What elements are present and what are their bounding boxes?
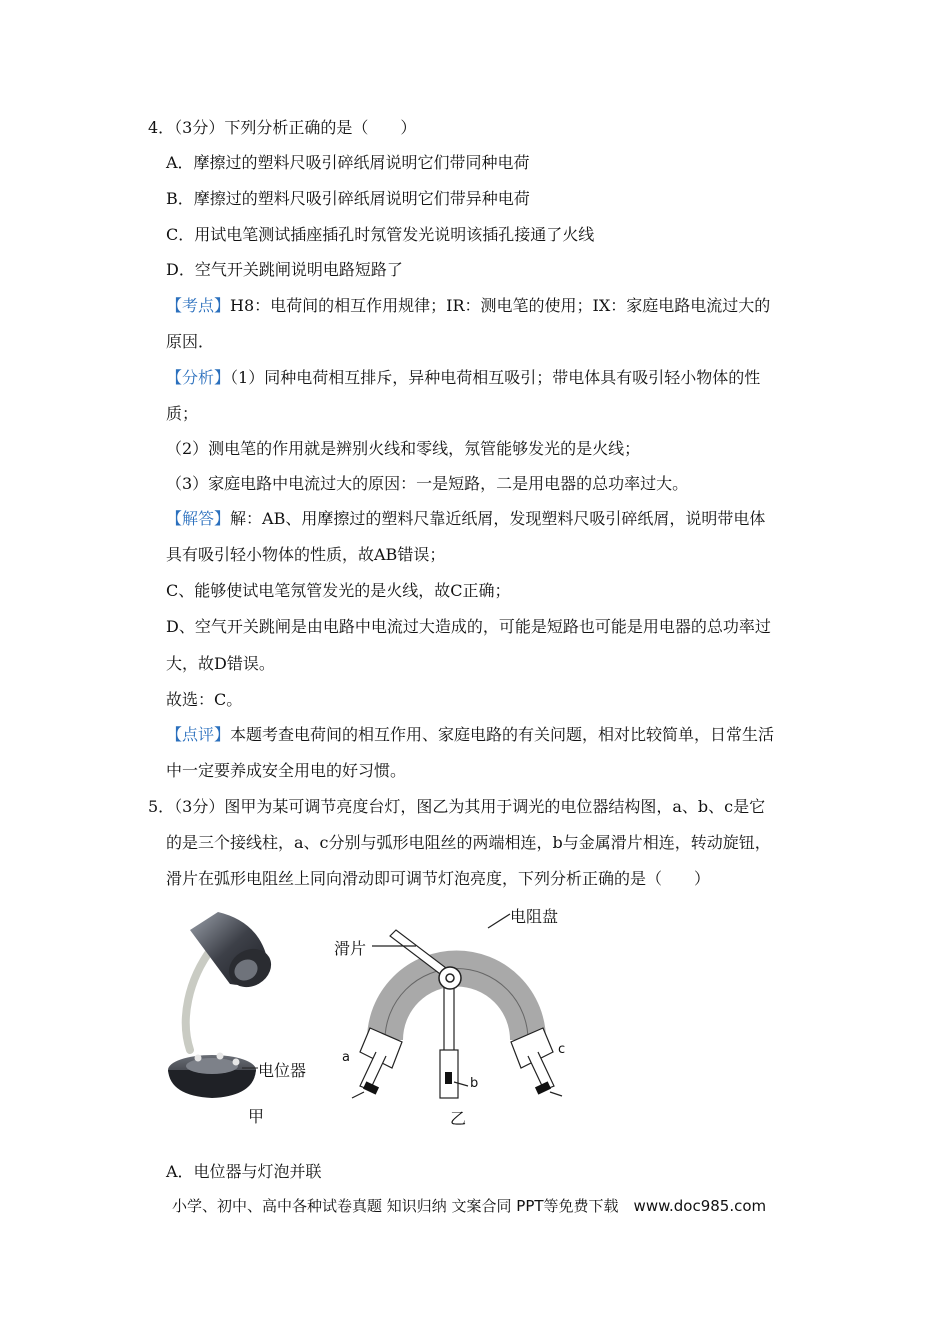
kaodian-tag: 【考点】 (166, 296, 231, 315)
slider-label: 滑片 (334, 939, 367, 958)
fenxi-3: （3）家庭电路中电流过大的原因：一是短路，二是用电器的总功率过大。 (166, 474, 689, 493)
jieda-tag: 【解答】 (166, 509, 231, 528)
fenxi-cont: 质； (166, 404, 199, 423)
fenxi-tag: 【分析】 (166, 368, 231, 387)
kaodian-cont: 原因． (166, 332, 215, 351)
kaodian-line (166, 296, 770, 316)
figure-jia-caption: 甲 (248, 1107, 265, 1126)
jieda-c: C、能够使试电笔氖管发光的是火线，故C正确； (166, 581, 511, 600)
jieda-text: 解：AB、用摩擦过的塑料尺靠近纸屑，发现塑料尺吸引碎纸屑，说明带电体 (230, 509, 766, 528)
q4-stem: 4．（3分）下列分析正确的是（ ） (148, 118, 417, 137)
dianping-line (166, 725, 774, 745)
q5-stem-3: 滑片在弧形电阻丝上同向滑动即可调节灯泡亮度，下列分析正确的是（ ） (166, 869, 711, 888)
jieda-line (166, 509, 765, 529)
jieda-d-cont: 大，故D错误。 (166, 654, 275, 673)
q4-option-c: C．用试电笔测试插座插孔时氖管发光说明该插孔接通了火线 (166, 225, 595, 244)
desk-lamp-illustration (160, 900, 330, 1140)
answer: 故选：C。 (166, 690, 243, 709)
figure-yi-caption: 乙 (450, 1109, 467, 1128)
page-footer: 小学、初中、高中各种试卷真题 知识归纳 文案合同 PPT等免费下载 www.doc985.com (172, 1197, 767, 1215)
terminal-b-label: b (470, 1076, 479, 1091)
jieda-cont: 具有吸引轻小物体的性质，故AB错误； (166, 545, 446, 564)
fenxi-text: （1）同种电荷相互排斥，异种电荷相互吸引；带电体具有吸引轻小物体的性 (230, 368, 761, 387)
fenxi-line (166, 368, 760, 388)
resistor-disk-label: 电阻盘 (510, 907, 559, 926)
q5-option-a: A．电位器与灯泡并联 (166, 1162, 322, 1181)
kaodian-text: H8：电荷间的相互作用规律；IR：测电笔的使用；IX：家庭电路电流过大的 (230, 296, 771, 315)
q5-stem-2: 的是三个接线柱，a、c分别与弧形电阻丝的两端相连，b与金属滑片相连，转动旋钮， (166, 833, 771, 852)
potentiometer-diagram (330, 900, 590, 1140)
figure-jia (160, 900, 330, 1140)
q5-stem-1: 5．（3分）图甲为某可调节亮度台灯，图乙为其用于调光的电位器结构图，a、b、c是它 (148, 797, 766, 816)
terminal-a-label: a (342, 1050, 350, 1065)
figure-yi (330, 900, 590, 1140)
jieda-d: D、空气开关跳闸是由电路中电流过大造成的，可能是短路也可能是用电器的总功率过 (166, 617, 771, 636)
q4-option-d: D．空气开关跳闸说明电路短路了 (166, 260, 403, 279)
fenxi-2: （2）测电笔的作用就是辨别火线和零线，氖管能够发光的是火线； (166, 439, 641, 458)
dianping-tag: 【点评】 (166, 725, 231, 744)
dianping-cont: 中一定要养成安全用电的好习惯。 (166, 761, 407, 780)
q4-option-a: A．摩擦过的塑料尺吸引碎纸屑说明它们带同种电荷 (166, 153, 530, 172)
terminal-c-label: c (558, 1042, 566, 1057)
q4-option-b: B．摩擦过的塑料尺吸引碎纸屑说明它们带异种电荷 (166, 189, 530, 208)
dianping-text: 本题考查电荷间的相互作用、家庭电路的有关问题，相对比较简单，日常生活 (230, 725, 775, 744)
potentiometer-label: 电位器 (258, 1061, 307, 1080)
